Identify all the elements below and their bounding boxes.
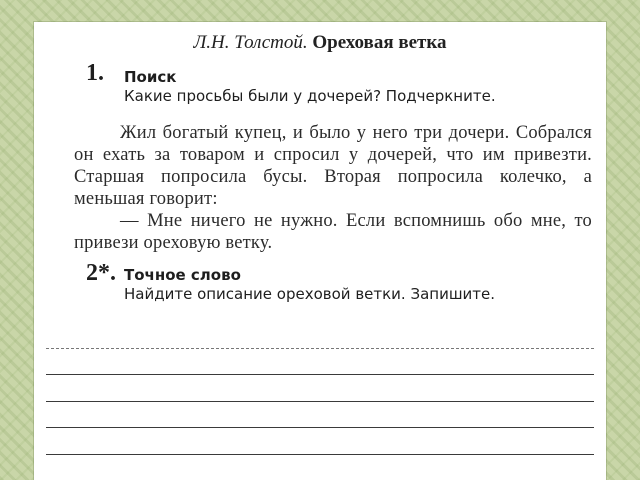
task-1-name: Поиск — [124, 68, 177, 86]
task-2-instruction: Найдите описание ореховой ветки. Запишите. — [124, 285, 496, 303]
story-title: Ореховая ветка — [312, 32, 447, 53]
page-header — [34, 32, 606, 54]
task-1-number: 1. — [86, 60, 104, 86]
answer-line[interactable] — [46, 402, 594, 429]
story-passage — [74, 122, 592, 254]
worksheet-page — [34, 22, 606, 480]
answer-line[interactable] — [46, 349, 594, 376]
task-2-number: 2*. — [86, 260, 116, 286]
author-name: Л.Н. Толстой. — [193, 32, 308, 53]
passage-paragraph: — Мне ничего не нужно. Если вспомнишь обо мне, то привези ореховую ветку. — [74, 211, 592, 253]
answer-line[interactable] — [46, 375, 594, 402]
task-2-name: Точное слово — [124, 266, 241, 284]
answer-line[interactable] — [46, 322, 594, 349]
task-1-instruction: Какие просьбы были у дочерей? Подчеркните. — [124, 87, 496, 105]
task-1-heading — [124, 68, 496, 106]
passage-paragraph: Жил богатый купец, и было у него три дочери. Собрался он ехать за товаром и спросил у дочерей, что им привезти. Старшая попросила бусы. Вторая попросила колечко, а меньшая говорит: — [74, 123, 592, 209]
answer-lines — [46, 322, 594, 455]
task-2-heading — [124, 266, 495, 304]
answer-line[interactable] — [46, 428, 594, 455]
